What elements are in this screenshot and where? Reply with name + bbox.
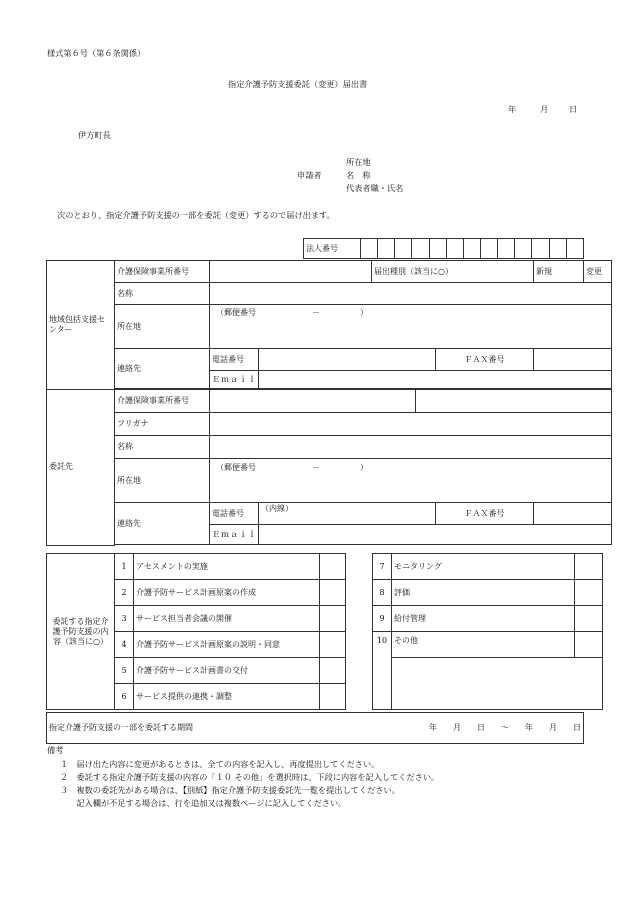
content-check-cell[interactable] [320, 658, 346, 684]
content-item-label: その他 [392, 632, 575, 658]
other-details-field[interactable] [392, 658, 603, 710]
contents-section-label: 委託する指定介護予防支援の内容（該当に○） [47, 554, 115, 710]
content-no: 8 [373, 580, 392, 606]
content-item-label: モニタリング [392, 554, 575, 580]
center-section-label: 地域包括支援センター [47, 261, 115, 390]
corp-digit-box[interactable] [412, 239, 429, 259]
content-check-cell[interactable] [320, 554, 346, 580]
center-address-field[interactable] [210, 305, 612, 349]
content-check-cell[interactable] [575, 632, 603, 658]
period-field[interactable] [210, 713, 584, 744]
center-phone-field[interactable] [259, 349, 436, 371]
contractor-contact-label: 連絡先 [115, 503, 210, 545]
center-name-field[interactable] [210, 283, 612, 305]
content-item-label: サービス担当者会議の開催 [134, 606, 320, 632]
content-no: 5 [115, 658, 134, 684]
corp-digit-box[interactable] [446, 239, 463, 259]
content-item-label: 評価 [392, 580, 575, 606]
content-no: 7 [373, 554, 392, 580]
date-day: 日 [569, 104, 578, 114]
content-no: 4 [115, 632, 134, 658]
new-label: 新規 [536, 266, 553, 276]
content-item-label: アセスメントの実施 [134, 554, 320, 580]
content-no: 1 [115, 554, 134, 580]
applicant-label: 申請者 [297, 170, 322, 180]
corp-digit-box[interactable] [361, 239, 378, 259]
note-item: ３ 複数の委託先がある場合は、【別紙】指定介護予防支援委託先一覧を提出してください。 [60, 785, 400, 795]
corp-digit-box[interactable] [532, 239, 549, 259]
center-name-label: 名称 [115, 283, 210, 305]
contractor-section-label: 委託先 [47, 390, 115, 546]
content-item-label: サービス提供の連携・調整 [134, 684, 320, 710]
date-year: 年 [508, 104, 517, 114]
notice-new-option[interactable] [534, 261, 584, 283]
form-number: 様式第６号（第６条関係） [47, 48, 146, 58]
contractor-address-field[interactable] [210, 459, 612, 503]
corp-number-table [303, 238, 584, 259]
contractor-furigana-label: フリガナ [115, 413, 210, 436]
content-check-cell[interactable] [320, 606, 346, 632]
content-check-cell[interactable] [575, 580, 603, 606]
content-check-cell[interactable] [575, 554, 603, 580]
content-item-label: 介護予防サービス計画原案の作成 [134, 580, 320, 606]
content-check-cell[interactable] [575, 606, 603, 632]
contractor-name-label: 名称 [115, 436, 210, 459]
center-fax-label: ＦＡＸ番号 [436, 349, 534, 371]
form-title: 指定介護予防支援委託（変更）届出書 [228, 79, 368, 89]
center-fax-field[interactable] [534, 349, 612, 371]
center-office-number-label: 介護保険事業所番号 [115, 261, 210, 283]
change-label: 変更 [586, 266, 603, 276]
applicant-address-label: 所在地 [346, 157, 371, 167]
center-phone-label: 電話番号 [210, 349, 259, 371]
contractor-postal-text: （郵便番号 － ） [216, 463, 368, 472]
corp-digit-box[interactable] [395, 239, 412, 259]
corp-digit-box[interactable] [549, 239, 566, 259]
contractor-email-label: Ｅｍａｉｌ [210, 525, 259, 545]
contractor-phone-label: 電話番号 [210, 503, 259, 525]
notes-heading: 備考 [47, 745, 64, 755]
content-no: 10 [373, 632, 392, 710]
corp-digit-box[interactable] [463, 239, 480, 259]
content-item-label: 介護予防サービス計画書の交付 [134, 658, 320, 684]
center-address-label: 所在地 [115, 305, 210, 349]
note-item: １ 届け出た内容に変更があるときは、全ての内容を記入し、再度提出してください。 [60, 759, 380, 769]
applicant-representative-label: 代表者職・氏名 [346, 183, 404, 193]
content-check-cell[interactable] [320, 632, 346, 658]
center-contact-label: 連絡先 [115, 349, 210, 389]
corp-digit-box[interactable] [566, 239, 583, 259]
content-no: 3 [115, 606, 134, 632]
notice-type-label: 届出種別（該当に○） [372, 261, 534, 283]
period-label: 指定介護予防支援の一部を委託する期間 [47, 713, 210, 744]
contractor-email-field[interactable] [259, 525, 612, 545]
period-text: 年 月 日 ～ 年 月 日 [429, 723, 581, 732]
corp-digit-box[interactable] [498, 239, 515, 259]
notice-change-option[interactable] [584, 261, 612, 283]
addressee: 伊方町長 [78, 130, 111, 140]
contractor-extension-text: （内線） [261, 504, 293, 513]
contractor-office-number-label: 介護保険事業所番号 [115, 390, 210, 413]
applicant-name-label: 名 称 [346, 170, 371, 180]
content-check-cell[interactable] [320, 580, 346, 606]
note-item: 記入欄が不足する場合は、行を追加又は複数ページに記入してください。 [60, 798, 347, 808]
period-table [46, 712, 584, 744]
content-item-label: 介護予防サービス計画原案の説明・同意 [134, 632, 320, 658]
corp-number-label: 法人番号 [304, 239, 361, 259]
contractor-name-field[interactable] [210, 436, 612, 459]
corp-digit-box[interactable] [515, 239, 532, 259]
contents-gap [346, 554, 373, 710]
contractor-office-number-blank[interactable] [416, 390, 612, 413]
center-email-field[interactable] [259, 371, 612, 389]
intro-text: 次のとおり、指定介護予防支援の一部を委託（変更）するので届け出ます。 [57, 210, 335, 220]
corp-digit-box[interactable] [480, 239, 497, 259]
content-check-cell[interactable] [320, 684, 346, 710]
date-month: 月 [540, 104, 549, 114]
center-office-number-field[interactable] [210, 261, 372, 283]
contractor-fax-field[interactable] [534, 503, 612, 525]
contractor-address-label: 所在地 [115, 459, 210, 503]
content-no: 2 [115, 580, 134, 606]
content-no: 6 [115, 684, 134, 710]
note-item: ２ 委託する指定介護予防支援の内容の「１０ その他」を選択時は、下段に内容を記入してください。 [60, 772, 440, 782]
corp-digit-box[interactable] [378, 239, 395, 259]
center-postal-text: （郵便番号 － ） [216, 308, 368, 317]
center-email-label: Ｅｍａｉｌ [210, 371, 259, 389]
content-no: 9 [373, 606, 392, 632]
contractor-fax-label: ＦＡＸ番号 [436, 503, 534, 525]
corp-digit-box[interactable] [429, 239, 446, 259]
content-item-label: 給付管理 [392, 606, 575, 632]
main-form-table [46, 260, 612, 546]
contents-table [46, 553, 603, 710]
contractor-office-number-field[interactable] [210, 390, 416, 413]
contractor-furigana-field[interactable] [210, 413, 612, 436]
contractor-phone-field[interactable] [259, 503, 436, 525]
